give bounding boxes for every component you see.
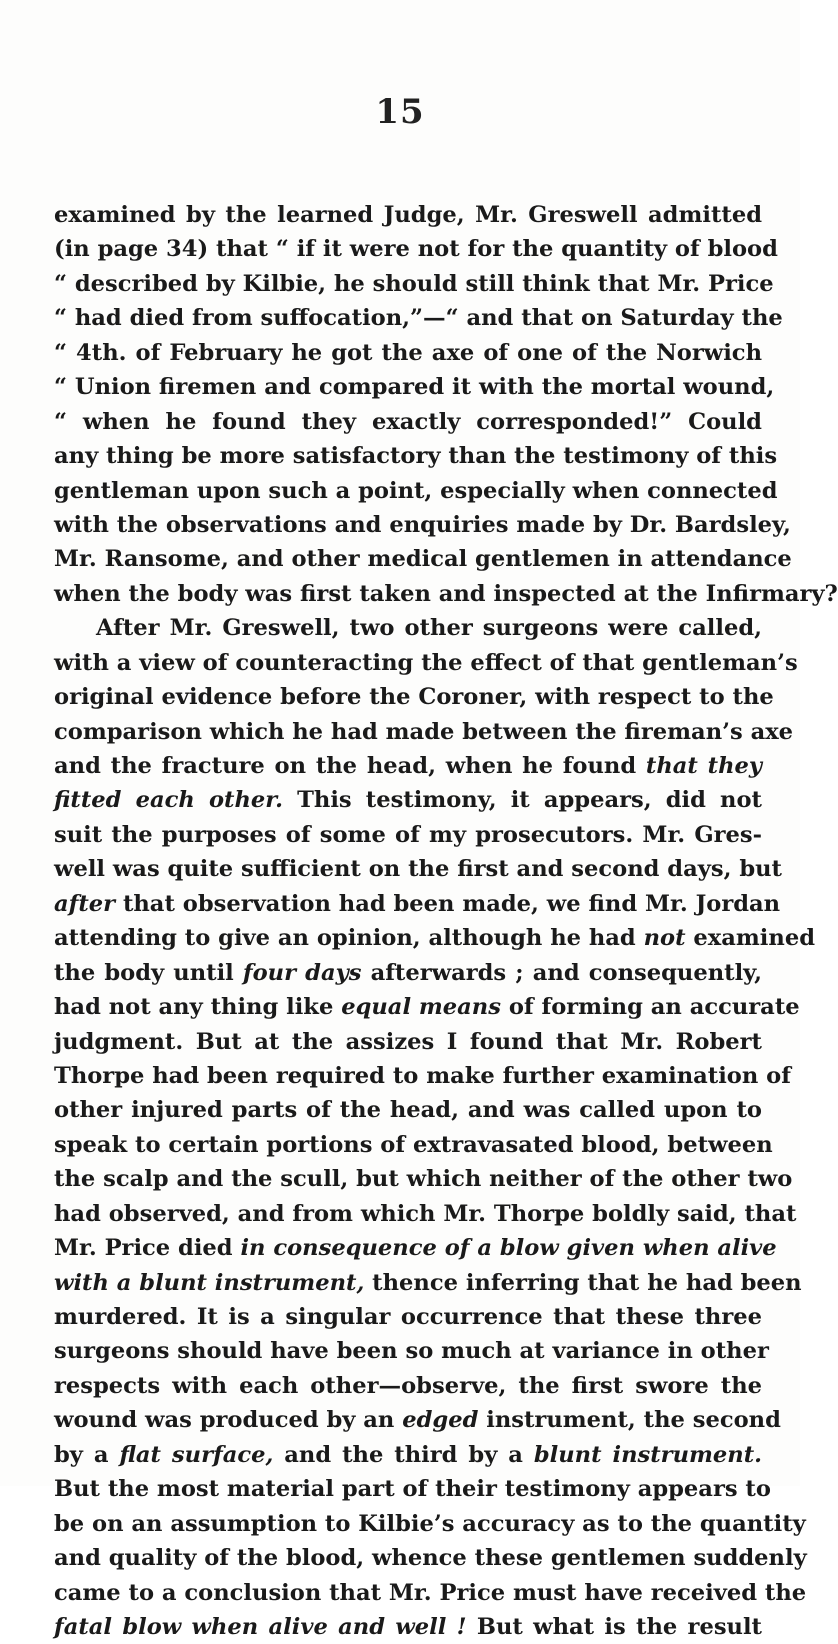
text-segment: comparison which he had made between the fireman’s axe <box>54 718 794 745</box>
text-segment: judgment. But at the assizes I found that Mr. Robert <box>54 1028 762 1055</box>
text-segment: had not any thing like <box>54 994 342 1021</box>
text-line <box>54 1576 807 1610</box>
text-line <box>54 198 762 232</box>
text-segment: speak to certain portions of extravasated blood, between <box>54 1131 773 1158</box>
text-segment: wound was produced by an <box>54 1407 403 1434</box>
text-segment: “ described by Kilbie, he should still think that Mr. Price <box>54 270 774 297</box>
text-segment: by a <box>54 1441 120 1468</box>
text-line <box>54 783 762 817</box>
text-segment: any thing be more satisfactory than the testimony of this <box>54 443 778 470</box>
text-line <box>54 1059 791 1093</box>
text-segment: examined by the learned Judge, Mr. Greswell admitted <box>54 202 762 228</box>
text-segment: afterwards ; and consequently, <box>361 959 762 986</box>
text-segment: the body until <box>54 959 243 986</box>
text-line <box>54 1266 802 1300</box>
italic-text: in consequence of a blow given when alive <box>240 1235 777 1262</box>
text-segment: when the body was first taken and inspected at the Infirmary? <box>54 580 838 607</box>
text-line <box>54 611 762 645</box>
body-text <box>54 198 838 1644</box>
text-line <box>54 1300 762 1334</box>
italic-text: edged <box>402 1407 479 1434</box>
italic-text: blunt instrument. <box>533 1441 763 1468</box>
text-segment: “ Union firemen and compared it with the mortal wound, <box>54 374 775 401</box>
text-segment: surgeons should have been so much at variance in other <box>54 1338 769 1365</box>
text-segment: “ had died from suffocation,”—“ and that on Saturday the <box>54 305 783 332</box>
italic-text: four days <box>242 959 362 986</box>
text-segment: thence inferring that he had been <box>364 1269 802 1296</box>
text-line <box>54 852 782 886</box>
text-segment: be on an assumption to Kilbie’s accuracy as to the quantity <box>54 1510 806 1537</box>
text-segment: the scalp and the scull, but which neither of the other two <box>54 1166 793 1193</box>
italic-text: that they <box>645 753 762 779</box>
text-line <box>54 370 775 404</box>
text-segment: examined <box>685 925 815 952</box>
text-segment: that observation had been made, we find Mr. Jordan <box>115 890 781 917</box>
text-segment: other injured parts of the head, and was called upon to <box>54 1097 762 1124</box>
text-line <box>54 887 781 921</box>
text-line <box>54 646 798 680</box>
text-line <box>54 1025 762 1059</box>
text-line <box>54 267 774 301</box>
text-segment: gentleman upon such a point, especially when connected <box>54 477 778 504</box>
text-line <box>54 1334 769 1368</box>
text-line <box>54 474 778 508</box>
text-line <box>54 1610 762 1644</box>
text-segment: and the third by a <box>273 1441 534 1468</box>
text-line <box>54 232 778 266</box>
italic-text: flat surface, <box>119 1441 274 1468</box>
italic-text: with a blunt instrument, <box>54 1269 365 1296</box>
text-segment: But what is the result <box>466 1613 762 1640</box>
text-segment: well was quite sufficient on the first and second days, but <box>54 856 782 883</box>
text-segment: original evidence before the Coroner, with respect to the <box>54 684 774 711</box>
text-line <box>54 1507 806 1541</box>
text-line <box>54 1369 762 1403</box>
text-segment: murdered. It is a singular occurrence that these three <box>54 1304 762 1330</box>
text-line <box>54 508 791 542</box>
text-line <box>54 1472 771 1506</box>
text-line <box>54 680 774 714</box>
italic-text: equal means <box>341 994 501 1021</box>
text-segment: suit the purposes of some of my prosecutors. Mr. Gres- <box>54 821 762 848</box>
text-segment: with the observations and enquiries made by Dr. Bardsley, <box>54 511 791 538</box>
text-line <box>54 1541 807 1575</box>
text-line <box>54 749 762 783</box>
text-line <box>54 301 783 335</box>
text-line <box>54 1403 781 1437</box>
text-segment: “ when he found they exactly corresponded!” Could <box>54 408 762 435</box>
text-line <box>54 439 778 473</box>
text-segment: instrument, the second <box>478 1407 781 1434</box>
text-segment: of forming an accurate <box>500 994 800 1021</box>
text-segment: After Mr. Greswell, two other surgeons were called, <box>96 615 762 642</box>
text-line <box>54 336 762 370</box>
italic-text: after <box>54 890 116 917</box>
text-segment: Mr. Ransome, and other medical gentlemen in attendance <box>54 546 792 573</box>
text-line <box>54 1231 777 1265</box>
italic-text: fitted each other. <box>54 787 283 814</box>
text-segment: But the most material part of their testimony appears to <box>54 1476 771 1503</box>
text-line <box>54 715 794 749</box>
text-segment: respects with each other—observe, the first swore the <box>54 1372 762 1399</box>
text-line <box>54 1162 793 1196</box>
page-number: 15 <box>375 92 425 132</box>
text-line <box>54 990 800 1024</box>
italic-text: fatal blow when alive and well ! <box>54 1613 467 1640</box>
text-segment: came to a conclusion that Mr. Price must have received the <box>54 1579 807 1606</box>
text-line <box>54 921 815 955</box>
text-segment: (in page 34) that “ if it were not for the quantity of blood <box>54 236 778 263</box>
text-segment: and the fracture on the head, when he found <box>54 753 646 779</box>
text-line <box>54 956 762 990</box>
text-line <box>54 1438 762 1472</box>
text-line <box>54 577 838 611</box>
text-line <box>54 818 762 852</box>
text-segment: Thorpe had been required to make further examination of <box>54 1062 791 1089</box>
text-line <box>54 542 792 576</box>
text-line <box>54 1093 762 1127</box>
text-segment: and quality of the blood, whence these gentlemen suddenly <box>54 1545 807 1572</box>
italic-text: not <box>643 925 686 952</box>
text-line <box>54 1128 773 1162</box>
text-segment: This testimony, it appears, did not <box>282 787 762 814</box>
text-segment: Mr. Price died <box>54 1235 241 1262</box>
text-segment: with a view of counteracting the effect of that gentleman’s <box>54 649 798 676</box>
text-segment: attending to give an opinion, although he had <box>54 925 644 952</box>
text-line <box>54 405 762 439</box>
text-segment: had observed, and from which Mr. Thorpe boldly said, that <box>54 1200 797 1227</box>
text-segment: “ 4th. of February he got the axe of one of the Norwich <box>54 339 762 366</box>
text-line <box>54 1197 797 1231</box>
